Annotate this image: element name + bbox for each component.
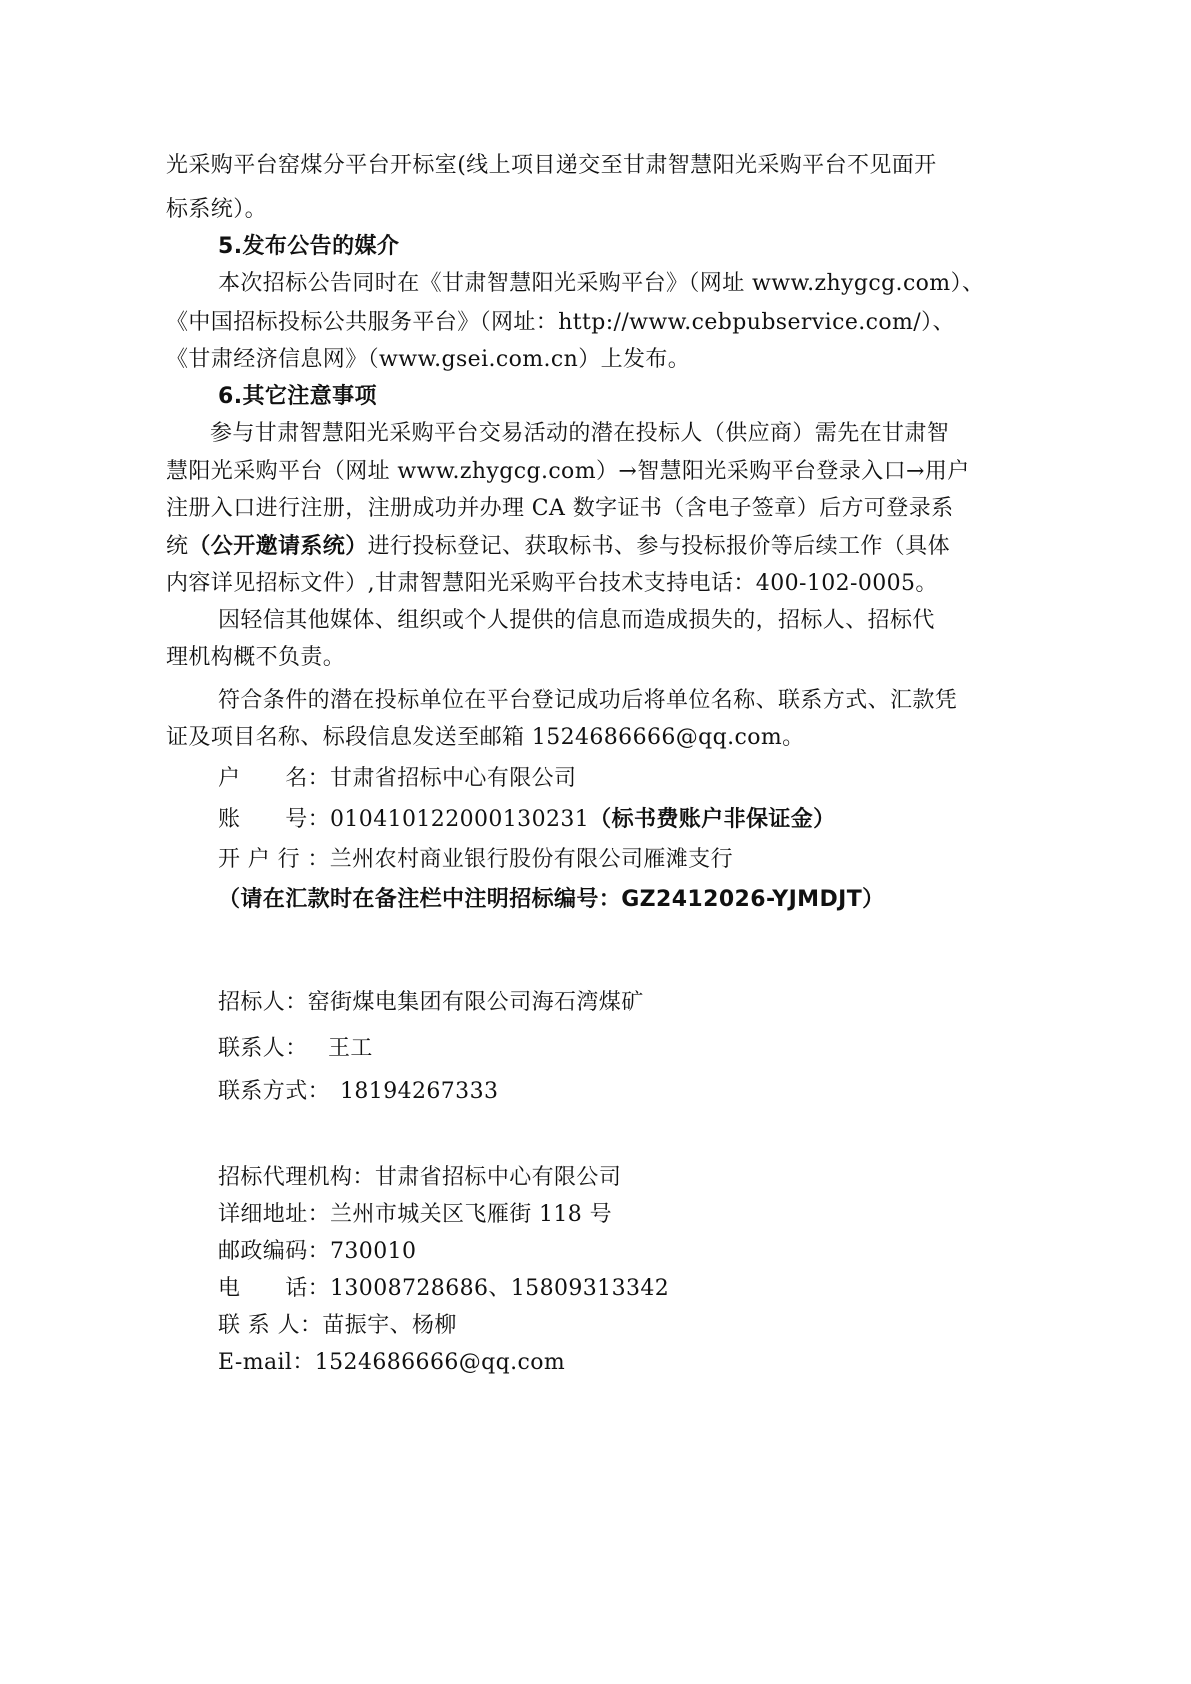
section-6-heading: 6.其它注意事项 bbox=[218, 384, 377, 409]
field-label: 户 名： bbox=[218, 766, 331, 791]
paragraph-line: 标系统）。 bbox=[166, 197, 268, 222]
field-label: 联系人： bbox=[218, 1036, 308, 1061]
paragraph-line: 符合条件的潜在投标单位在平台登记成功后将单位名称、联系方式、汇款凭 bbox=[218, 688, 958, 713]
paragraph-line bbox=[166, 532, 950, 562]
field-label: 详细地址： bbox=[218, 1202, 331, 1227]
field-label: 账 号： bbox=[218, 807, 331, 832]
tenderer-contact bbox=[218, 1034, 373, 1064]
agency-name bbox=[218, 1163, 621, 1193]
field-value: 730010 bbox=[330, 1239, 417, 1264]
paragraph-line: 《甘肃经济信息网》（www.gsei.com.cn）上发布。 bbox=[166, 347, 691, 372]
text-run: 统 bbox=[166, 534, 189, 559]
field-value: 甘肃省招标中心有限公司 bbox=[374, 1165, 622, 1190]
field-value: 18194267333 bbox=[340, 1079, 499, 1104]
tenderer-name bbox=[218, 988, 644, 1018]
field-value: 兰州农村商业银行股份有限公司雁滩支行 bbox=[329, 847, 733, 872]
bold-system-name: （公开邀请系统） bbox=[188, 534, 368, 559]
paragraph-line: 慧阳光采购平台（网址 www.zhygcg.com）→智慧阳光采购平台登录入口→用户 bbox=[166, 459, 970, 484]
paragraph-line: 光采购平台窑煤分平台开标室(线上项目递交至甘肃智慧阳光采购平台不见面开 bbox=[166, 153, 937, 178]
bank-account-name bbox=[218, 764, 576, 794]
tenderer-phone bbox=[218, 1077, 498, 1107]
paragraph-line: 注册入口进行注册，注册成功并办理 CA 数字证书（含电子签章）后方可登录系 bbox=[166, 496, 954, 521]
paragraph-line: 本次招标公告同时在《甘肃智慧阳光采购平台》（网址 www.zhygcg.com）、 bbox=[218, 271, 985, 296]
bank-branch bbox=[218, 845, 733, 875]
paragraph-line: 因轻信其他媒体、组织或个人提供的信息而造成损失的，招标人、招标代 bbox=[218, 608, 935, 633]
agency-telephone bbox=[218, 1274, 669, 1304]
paragraph-line: 《中国招标投标公共服务平台》（网址：http://www.cebpubservice.com/）、 bbox=[166, 310, 955, 335]
section-5-heading: 5.发布公告的媒介 bbox=[218, 234, 400, 259]
field-value: 王工 bbox=[328, 1036, 373, 1061]
field-value: 苗振宇、杨柳 bbox=[322, 1313, 457, 1338]
paragraph-line: 参与甘肃智慧阳光采购平台交易活动的潜在投标人（供应商）需先在甘肃智 bbox=[210, 421, 950, 446]
paragraph-line: 理机构概不负责。 bbox=[166, 645, 346, 670]
field-value: 甘肃省招标中心有限公司 bbox=[330, 766, 577, 791]
remittance-note: （请在汇款时在备注栏中注明招标编号：GZ2412026-YJMDJT） bbox=[218, 887, 885, 912]
field-label: 招标人： bbox=[218, 990, 308, 1015]
agency-contact bbox=[218, 1311, 457, 1341]
field-label: 邮政编码： bbox=[218, 1239, 331, 1264]
field-label: 联 系 人： bbox=[218, 1313, 323, 1338]
text-run: 进行投标登记、获取标书、参与投标报价等后续工作（具体 bbox=[367, 534, 951, 559]
field-value: 1524686666@qq.com bbox=[314, 1350, 566, 1375]
field-value: 兰州市城关区飞雁街 118 号 bbox=[330, 1202, 612, 1227]
field-label: E-mail： bbox=[218, 1350, 315, 1375]
field-label: 电 话： bbox=[218, 1276, 331, 1301]
field-label: 招标代理机构： bbox=[218, 1165, 375, 1190]
account-note: （标书费账户非保证金） bbox=[589, 807, 836, 832]
bank-account-number bbox=[218, 805, 836, 835]
paragraph-line: 内容详见招标文件）,甘肃智慧阳光采购平台技术支持电话：400-102-0005。 bbox=[166, 571, 938, 596]
field-value: 13008728686、15809313342 bbox=[330, 1276, 670, 1301]
agency-zip bbox=[218, 1237, 416, 1267]
field-label: 开 户 行 ： bbox=[218, 847, 330, 872]
agency-email bbox=[218, 1348, 565, 1378]
field-label: 联系方式： bbox=[218, 1079, 331, 1104]
field-value: 窑街煤电集团有限公司海石湾煤矿 bbox=[307, 990, 644, 1015]
agency-address bbox=[218, 1200, 612, 1230]
field-value: 010410122000130231 bbox=[330, 807, 590, 832]
paragraph-line: 证及项目名称、标段信息发送至邮箱 1524686666@qq.com。 bbox=[166, 725, 805, 750]
